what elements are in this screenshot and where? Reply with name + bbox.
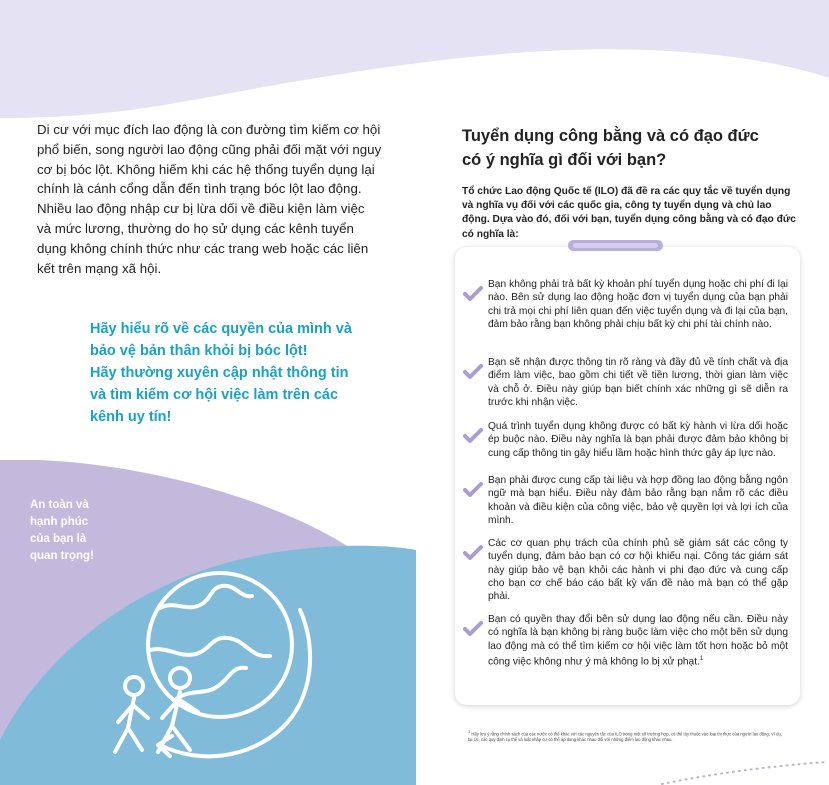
safety-line: An toàn và <box>30 499 89 511</box>
list-item-text: Quá trình tuyển dụng không được có bất kỳ hành vi lừa dối hoặc ép buộc nào. Điều này nghĩa là bạn phải được đảm bảo không bị cung cấp thông tin gây hiểu lầm hoặc hình thức gây áp lực nào. <box>488 421 788 459</box>
list-item <box>463 474 788 527</box>
safety-message <box>30 497 110 565</box>
safety-line: hạnh phúc <box>30 516 89 528</box>
dotted-arc-decoration <box>660 760 829 785</box>
title-line: có ý nghĩa gì đối với bạn? <box>462 151 667 169</box>
checkmark-icon <box>463 428 483 444</box>
list-item <box>463 537 788 603</box>
list-item-text: Bạn phải được cung cấp tài liệu và hợp đồng lao động bằng ngôn ngữ mà bạn hiểu. Điều này đảm bảo rằng bạn nắm rõ các điều khoản và điều kiện của công việc, bảo vệ quyền lợi và lợi ích của mình. <box>488 475 788 526</box>
safety-line: của bạn là <box>30 533 87 545</box>
list-item <box>463 613 788 669</box>
list-item-text: Bạn sẽ nhận được thông tin rõ ràng và đầy đủ về tính chất và địa điểm làm việc, bao gồm chi tiết về tiền lương, thời gian làm việc và chỗ ở. Điều này giúp bạn biết chính xác những gì sẽ diễn ra trước khi nhận việc. <box>488 357 788 408</box>
footnote-reference: 1 <box>699 655 704 662</box>
list-item <box>463 278 788 331</box>
callout-line: Hãy hiểu rõ về các quyền của mình và <box>90 321 352 337</box>
callout-line: và tìm kiếm cơ hội việc làm trên các <box>90 387 339 403</box>
list-item-text <box>488 613 788 669</box>
card-clip-decoration <box>568 240 663 251</box>
top-wave-decoration <box>0 0 829 120</box>
title-line: Tuyển dụng công bằng và có đạo đức <box>462 127 759 145</box>
list-item <box>463 420 788 460</box>
footnote-text: Hãy lưu ý rằng chính sách của các nước có thể khác với các nguyên tắc của ILO trong một số trường hợp, có thể tùy thuộc vào loại thị thực của người lao động. Ví dụ, tại Úc, các quy định cụ thể và luật nhập cư có thể áp dụng khác nhau đối với những điểm lao động khác nhau. <box>468 731 782 742</box>
fair-recruitment-section <box>462 124 797 242</box>
callout-line: kênh uy tín! <box>90 409 172 425</box>
list-item-text: Các cơ quan phụ trách của chính phủ sẽ giám sát các công ty tuyển dụng, đảm bảo bạn có cơ hội khiếu nại. Công tác giám sát này giúp bảo vệ bạn khỏi các hành vi phi đạo đức và cung cấp cho bạn cơ chế báo cáo bất kỳ vấn đề nào mà bạn có thể gặp phải. <box>488 538 788 603</box>
safety-line: quan trọng! <box>30 550 94 562</box>
intro-section <box>37 120 382 278</box>
footnote-mark: 1 <box>468 729 471 734</box>
callout-line: bảo vệ bản thân khỏi bị bóc lột! <box>90 343 308 359</box>
callout-line: Hãy thường xuyên cập nhật thông tin <box>90 365 349 381</box>
intro-paragraph: Di cư với mục đích lao động là con đường tìm kiếm cơ hội phổ biến, song người lao động cũng phải đối mặt với nguy cơ bị bóc lột. Không hiếm khi các hệ thống tuyển dụng lại chính là cánh cổng dẫn đến tình trạng bóc lột lao động. Nhiều lao động nhập cư bị lừa dối về điều kiện làm việc và mức lương, thường do họ sử dụng các kênh tuyển dụng không chính thức như các trang web hoặc các liên kết trên mạng xã hội. <box>37 122 382 276</box>
checkmark-icon <box>463 286 483 302</box>
checkmark-icon <box>463 364 483 380</box>
rights-callout <box>90 318 360 428</box>
checkmark-icon <box>463 482 483 498</box>
checkmark-icon <box>463 545 483 561</box>
checkmark-icon <box>463 621 483 637</box>
section-intro: Tổ chức Lao động Quốc tế (ILO) đã đề ra các quy tắc về tuyển dụng và nghĩa vụ đối với các quốc gia, công ty tuyển dụng và chủ lao động. Dựa vào đó, đối với bạn, tuyển dụng công bằng và có đạo đức có nghĩa là: <box>462 186 796 240</box>
section-title <box>462 124 797 172</box>
list-item-text: Bạn không phải trả bất kỳ khoản phí tuyển dụng hoặc chi phí đi lại nào. Bên sử dụng lao động hoặc đơn vị tuyển dụng của bạn phải chi trả mọi chi phí liên quan đến việc tuyển dụng và đi lại của bạn, đảm bảo rằng bạn không phải chịu bất kỳ chi phí tài chính nào. <box>488 279 788 330</box>
footnote <box>468 729 786 742</box>
list-item-body: Bạn có quyền thay đổi bên sử dụng lao động nếu cần. Điều này có nghĩa là bạn không bị ràng buộc làm việc cho một bên sử dụng lao động mà có thể tìm kiếm cơ hội việc làm tốt hơn hoặc bỏ một công việc không như ý mà không lo bị xử phạt. <box>488 614 788 668</box>
list-item <box>463 356 788 409</box>
